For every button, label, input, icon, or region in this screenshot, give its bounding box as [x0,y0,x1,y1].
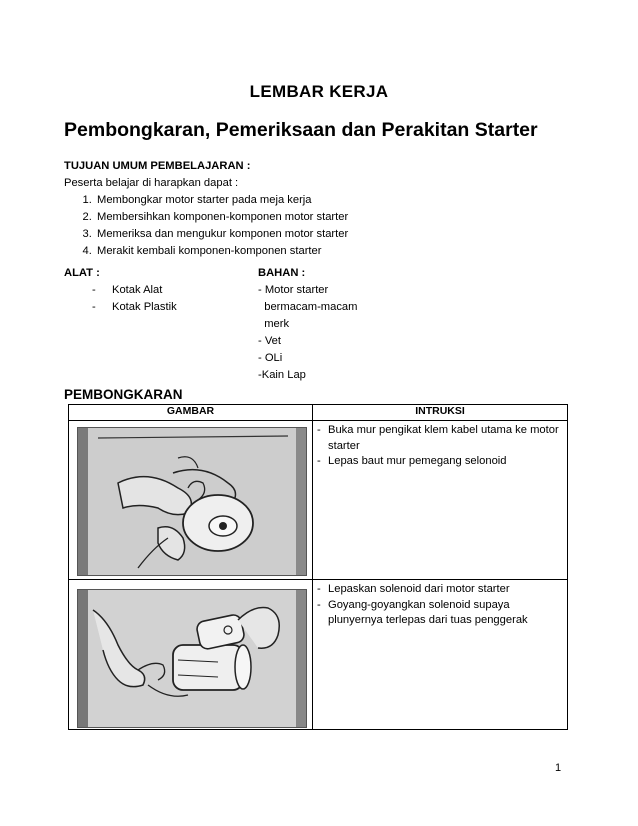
tools-list [64,282,244,316]
instruction-item: - Buka mur pengikat klem kabel utama ke motor starter [317,423,563,454]
objectives-heading: TUJUAN UMUM PEMBELAJARAN : [64,160,251,172]
material-item: - OLi [258,352,283,364]
objectives-intro: Peserta belajar di harapkan dapat : [64,177,239,189]
hands-on-starter-illustration [78,428,306,575]
instruction-cell [313,580,568,730]
tool-item: - Kotak Alat [64,282,244,299]
page-number: 1 [555,762,562,774]
objective-item: 4. Merakit kembali komponen-komponen starter [95,243,584,260]
document-title: LEMBAR KERJA [249,82,389,101]
table-header-row [69,405,568,421]
instruction-cell [313,421,568,580]
tools-section [64,265,244,316]
objective-item: 3. Memeriksa dan mengukur komponen motor starter [95,226,584,243]
column-header-instruksi: INTRUKSI [313,405,568,421]
column-header-gambar: GAMBAR [69,405,313,421]
starter-disassembly-photo [77,427,307,576]
image-cell [69,421,313,580]
objective-item: 2. Membersihkan komponen-komponen motor starter [95,209,584,226]
tool-item: - Kotak Plastik [64,299,244,316]
section-title: PEMBONGKARAN [64,387,183,402]
materials-heading: BAHAN : [258,267,306,279]
material-item: -Kain Lap [258,369,306,381]
instruction-item: - Lepas baut mur pemegang selonoid [317,454,563,470]
solenoid-removal-photo [77,589,307,728]
worksheet-table [68,404,568,730]
material-item: - Motor starter bermacam-macam merk [258,284,358,330]
instruction-item: - Goyang-goyangkan solenoid supaya plunyernya terlepas dari tuas penggerak [317,598,563,629]
instruction-item: - Lepaskan solenoid dari motor starter [317,582,563,598]
learning-objectives [64,158,584,260]
document-subtitle: Pembongkaran, Pemeriksaan dan Perakitan Starter [64,119,538,141]
objectives-list [64,192,584,260]
tools-heading: ALAT : [64,267,100,279]
table-row [69,580,568,730]
materials-section [258,265,398,384]
image-cell [69,580,313,730]
objective-item: 1. Membongkar motor starter pada meja kerja [95,192,584,209]
hands-on-solenoid-illustration [78,590,306,727]
material-item: - Vet [258,335,282,347]
table-row [69,421,568,580]
